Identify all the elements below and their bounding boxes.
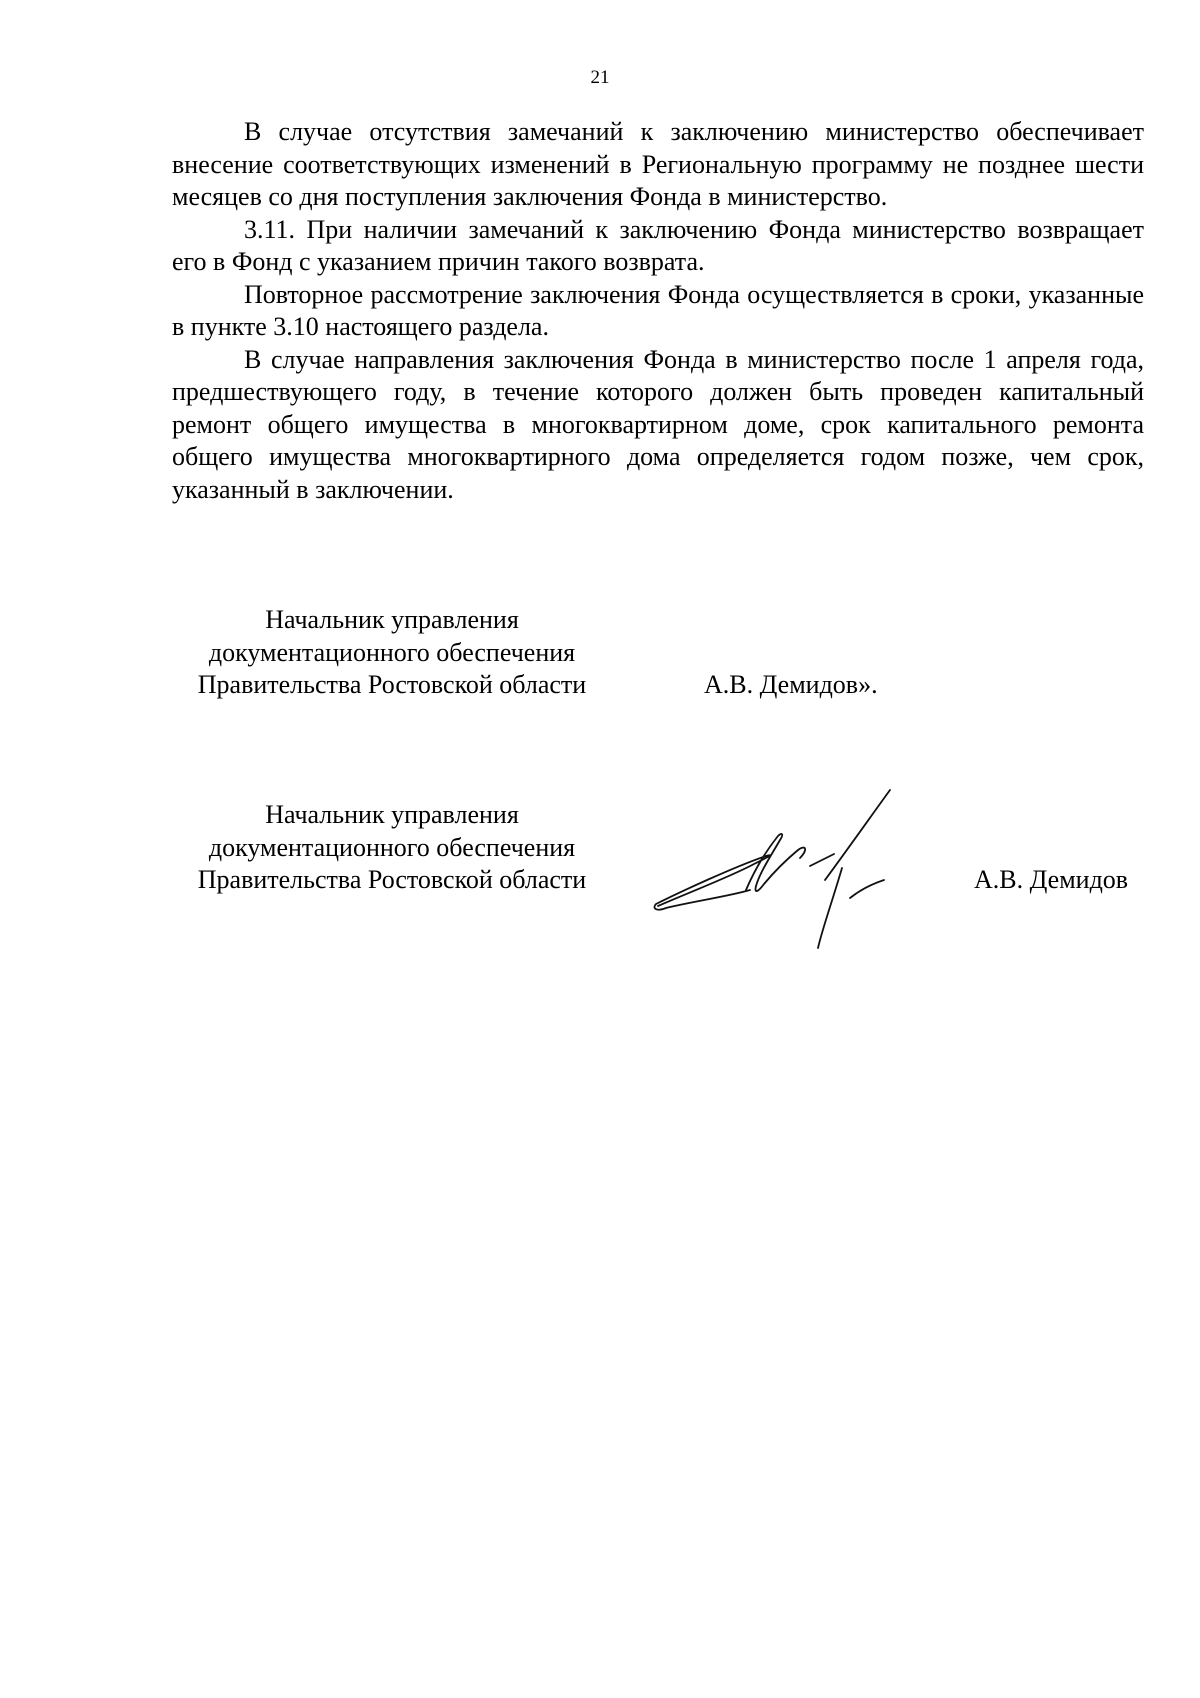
signatory-name-2: А.В. Демидов <box>974 865 1129 894</box>
signatory-title-line: документационного обеспечения <box>208 637 576 667</box>
signatory-title-line: Начальник управления <box>265 605 519 634</box>
signatory-title-line: документационного обеспечения <box>208 832 576 862</box>
handwritten-signature-icon <box>650 780 930 950</box>
signatory-title-2 <box>172 799 612 897</box>
signatory-title-1 <box>172 604 612 702</box>
paragraph-no-remarks: В случае отсутствия замечаний к заключению министерство обеспечивает внесение соответствующих изменений в Региональную программу не позднее шести месяцев со дня поступления заключения Фонда в министерство. <box>172 117 1144 211</box>
signatory-title-line: Правительства Ростовской области <box>197 670 587 699</box>
signatory-title-line: Правительства Ростовской области <box>197 865 587 894</box>
paragraph-3-11: 3.11. При наличии замечаний к заключению Фонда министерство возвращает его в Фонд с указанием причин такого возврата. <box>172 214 1144 276</box>
page-number: 21 <box>590 67 610 88</box>
paragraph-after-april: В случае направления заключения Фонда в министерство после 1 апреля года, предшествующего году, в течение которого должен быть проведен капитальный ремонт общего имущества в многоквартирном доме, срок капитального ремонта общего имущества многоквартирного дома определяется годом позже, чем срок, указанный в заключении. <box>172 344 1144 504</box>
paragraph-repeat-review: Повторное рассмотрение заключения Фонда осуществляется в сроки, указанные в пункте 3.10 настоящего раздела. <box>172 279 1144 341</box>
signatory-title-line: Начальник управления <box>265 800 519 829</box>
document-body <box>172 116 1144 506</box>
signatory-name-1: А.В. Демидов». <box>704 670 878 699</box>
